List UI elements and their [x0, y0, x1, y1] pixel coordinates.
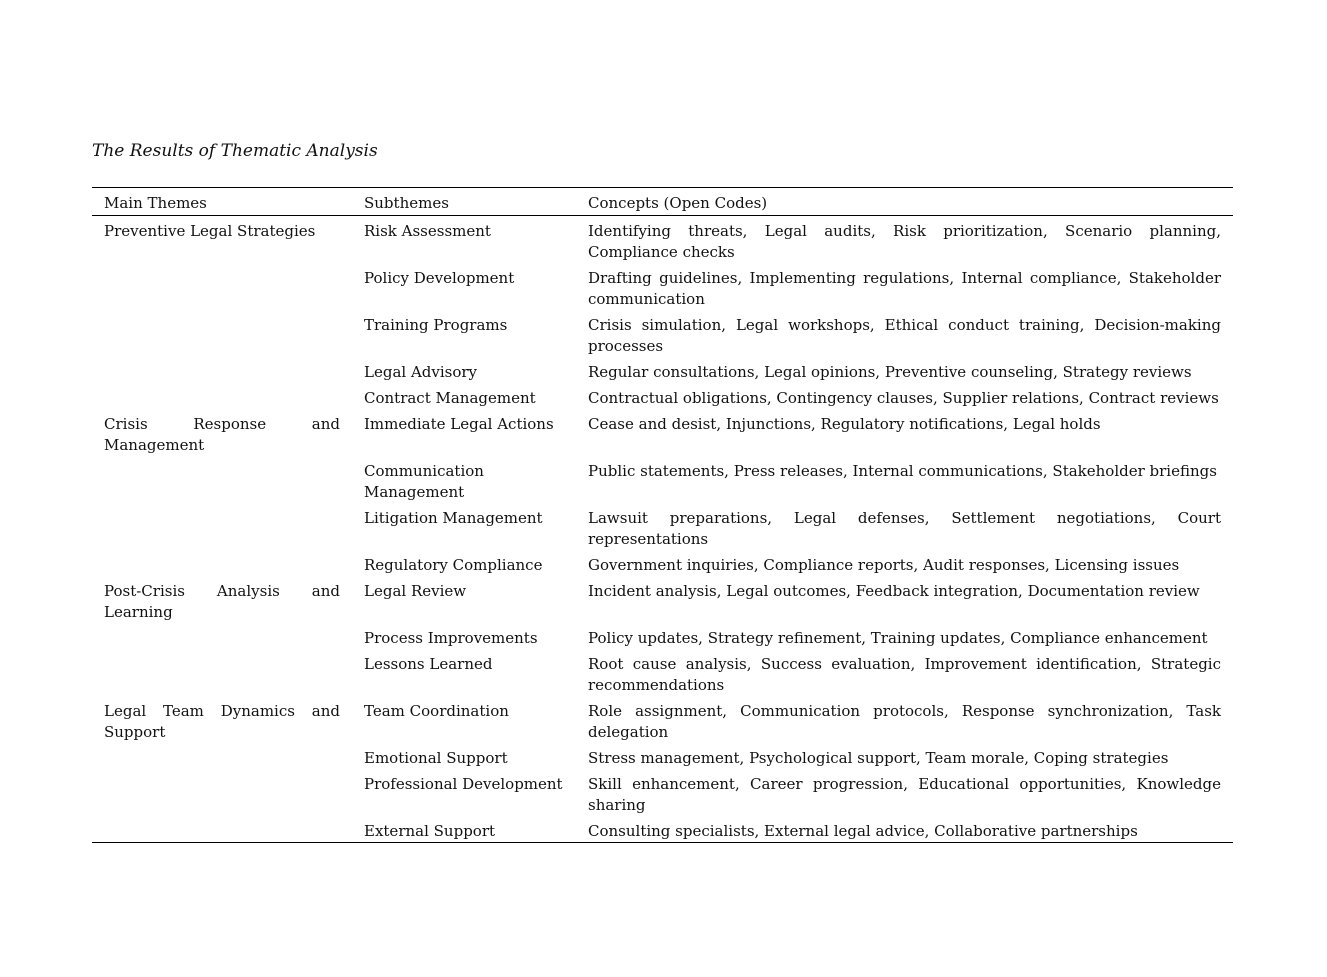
main-theme-cell: Post-Crisis Analysis and Learning [104, 582, 340, 621]
main-theme-cell [92, 461, 352, 508]
concepts-cell: Consulting specialists, External legal advice, Collaborative partnerships [588, 822, 1138, 840]
concepts-cell: Contractual obligations, Contingency clauses, Supplier relations, Contract reviews [588, 389, 1219, 407]
concepts-cell: Policy updates, Strategy refinement, Training updates, Compliance enhancement [588, 629, 1208, 647]
main-theme-cell: Crisis Response and Management [104, 415, 340, 454]
concepts-cell: Cease and desist, Injunctions, Regulatory notifications, Legal holds [588, 415, 1101, 433]
concepts-cell: Root cause analysis, Success evaluation, Improvement identification, Strategic recommendations [588, 655, 1221, 694]
table-row [92, 581, 1233, 628]
concepts-cell: Stress management, Psychological support, Team morale, Coping strategies [588, 749, 1169, 767]
table-body [92, 216, 1233, 843]
concepts-cell: Lawsuit preparations, Legal defenses, Settlement negotiations, Court representations [588, 509, 1221, 548]
table-row [92, 628, 1233, 654]
table-row [92, 268, 1233, 315]
main-theme-cell [92, 315, 352, 362]
table-row [92, 654, 1233, 701]
subtheme-cell: Process Improvements [364, 629, 538, 647]
table-caption: The Results of Thematic Analysis [92, 141, 378, 161]
subtheme-cell: Risk Assessment [364, 222, 491, 240]
table-row [92, 461, 1233, 508]
main-theme-cell [92, 508, 352, 555]
main-theme-cell [92, 628, 352, 654]
main-theme-cell [92, 774, 352, 821]
table-row [92, 508, 1233, 555]
concepts-cell: Role assignment, Communication protocols, Response synchronization, Task delegation [588, 702, 1221, 741]
table-row [92, 748, 1233, 774]
main-theme-cell [92, 821, 352, 843]
thematic-analysis-table [92, 187, 1233, 843]
table-row [92, 701, 1233, 748]
main-theme-cell [92, 268, 352, 315]
main-theme-cell [92, 654, 352, 701]
header-concepts: Concepts (Open Codes) [588, 194, 768, 212]
main-theme-cell [92, 555, 352, 581]
subtheme-cell: Lessons Learned [364, 655, 493, 673]
subtheme-cell: Team Coordination [364, 702, 509, 720]
main-theme-cell [92, 362, 352, 388]
main-theme-cell: Preventive Legal Strategies [104, 222, 316, 240]
table-row [92, 774, 1233, 821]
subtheme-cell: Litigation Management [364, 509, 543, 527]
table-row [92, 414, 1233, 461]
main-theme-cell: Legal Team Dynamics and Support [104, 702, 340, 741]
table-row [92, 362, 1233, 388]
subtheme-cell: Emotional Support [364, 749, 508, 767]
concepts-cell: Incident analysis, Legal outcomes, Feedback integration, Documentation review [588, 582, 1200, 600]
concepts-cell: Public statements, Press releases, Internal communications, Stakeholder briefings [588, 462, 1217, 480]
concepts-cell: Identifying threats, Legal audits, Risk prioritization, Scenario planning, Compliance checks [588, 222, 1221, 261]
concepts-cell: Crisis simulation, Legal workshops, Ethical conduct training, Decision-making processes [588, 316, 1221, 355]
table-row [92, 388, 1233, 414]
header-main-themes: Main Themes [104, 194, 207, 212]
table-header [92, 188, 1233, 216]
subtheme-cell: Legal Review [364, 582, 467, 600]
subtheme-cell: Professional Development [364, 775, 563, 793]
subtheme-cell: Contract Management [364, 389, 536, 407]
table-row [92, 216, 1233, 269]
subtheme-cell: Legal Advisory [364, 363, 478, 381]
subtheme-cell: Training Programs [364, 316, 508, 334]
header-row [92, 188, 1233, 216]
subtheme-cell: Communication Management [364, 462, 484, 501]
subtheme-cell: Immediate Legal Actions [364, 415, 554, 433]
main-theme-cell [92, 748, 352, 774]
concepts-cell: Government inquiries, Compliance reports, Audit responses, Licensing issues [588, 556, 1180, 574]
concepts-cell: Regular consultations, Legal opinions, Preventive counseling, Strategy reviews [588, 363, 1192, 381]
main-theme-cell [92, 388, 352, 414]
table-row [92, 821, 1233, 843]
concepts-cell: Skill enhancement, Career progression, Educational opportunities, Knowledge sharing [588, 775, 1221, 814]
table-row [92, 555, 1233, 581]
concepts-cell: Drafting guidelines, Implementing regulations, Internal compliance, Stakeholder communication [588, 269, 1221, 308]
header-subthemes: Subthemes [364, 194, 449, 212]
subtheme-cell: External Support [364, 822, 496, 840]
table-row [92, 315, 1233, 362]
subtheme-cell: Policy Development [364, 269, 515, 287]
subtheme-cell: Regulatory Compliance [364, 556, 543, 574]
